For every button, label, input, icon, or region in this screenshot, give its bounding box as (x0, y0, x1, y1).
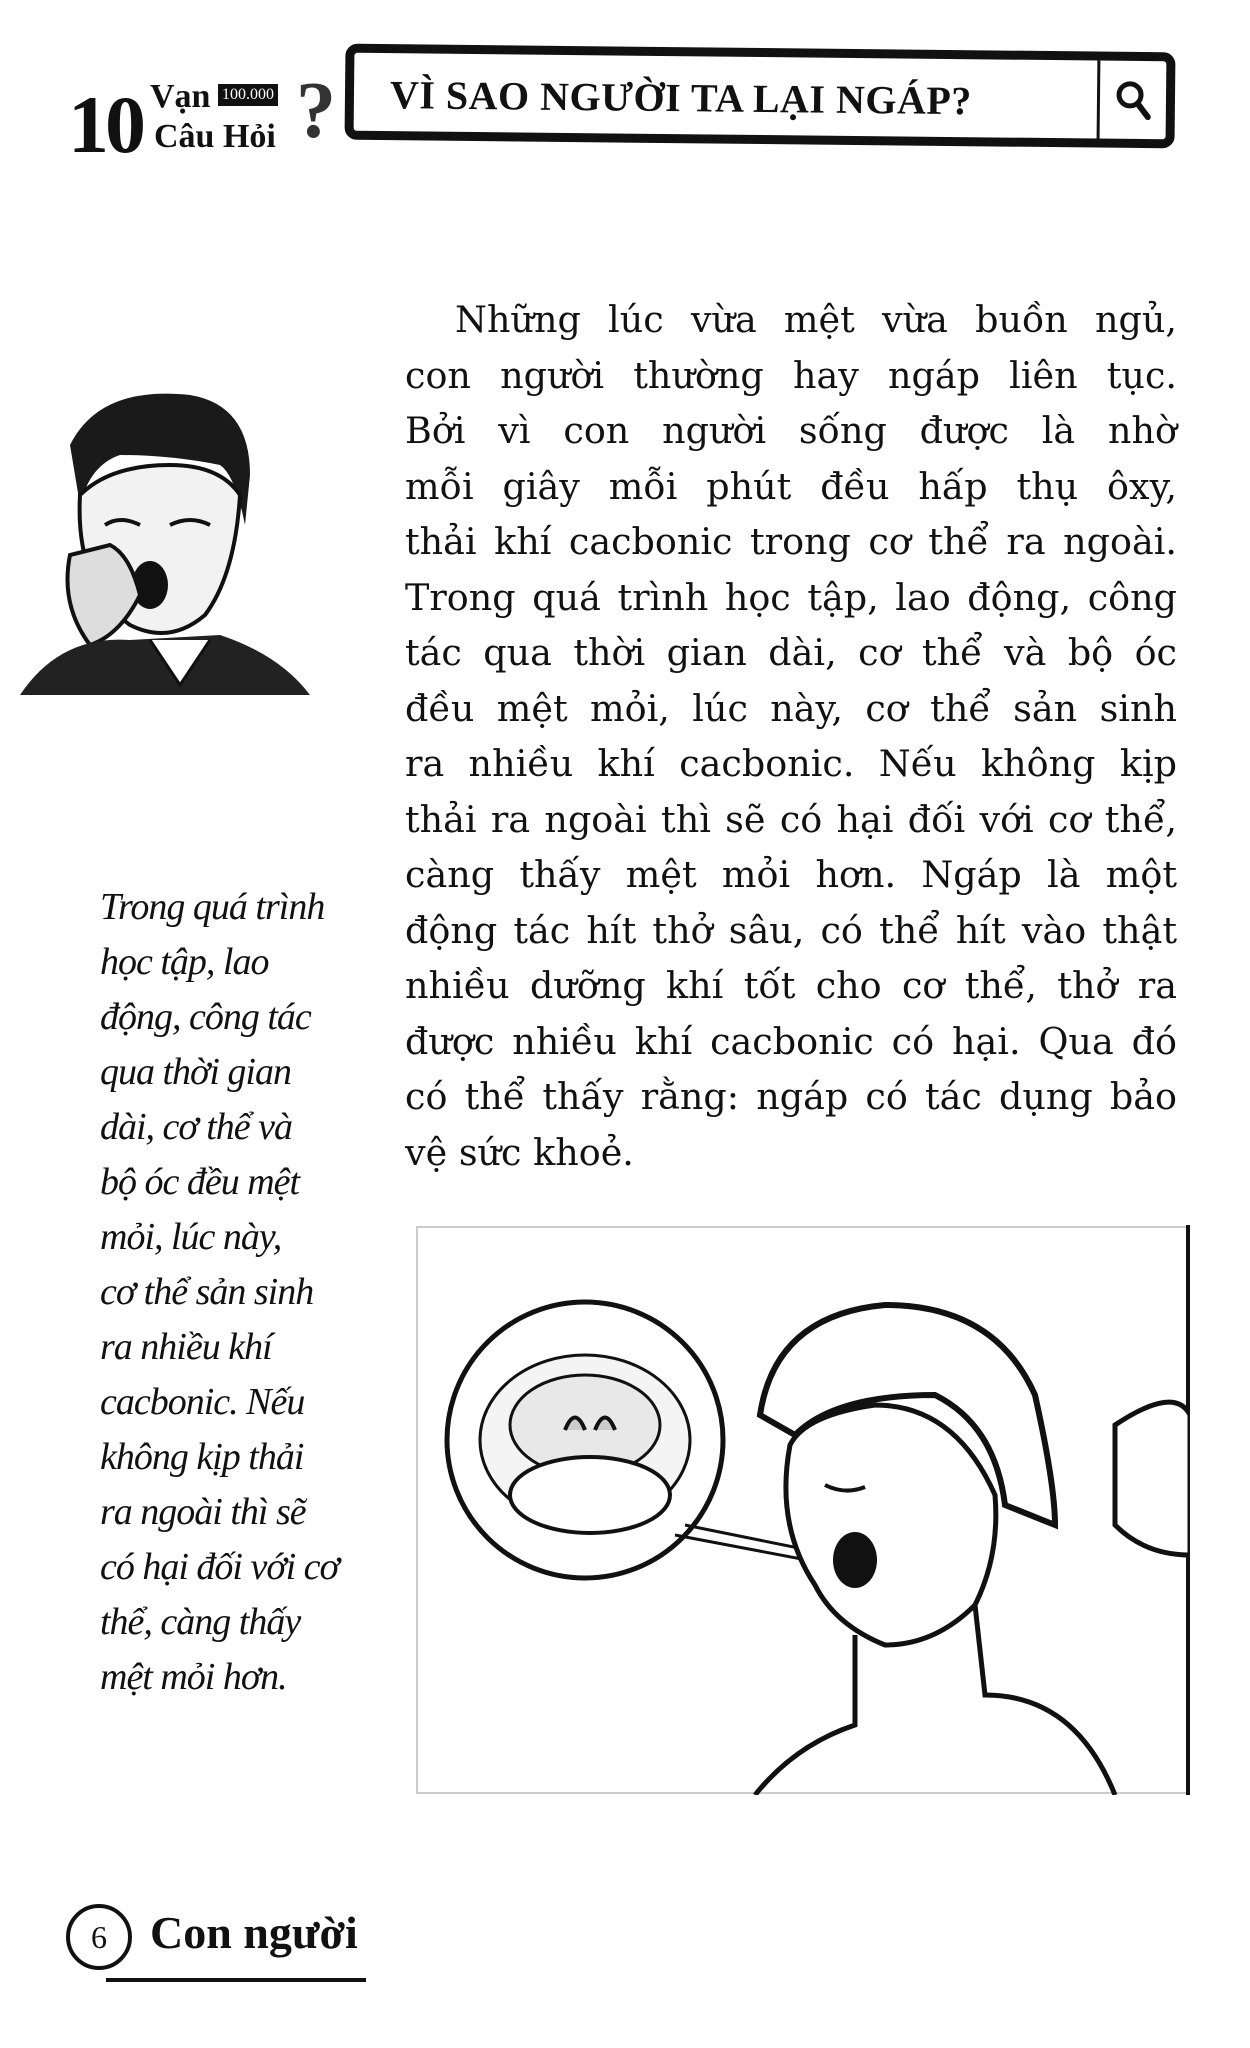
body-line: con người thường hay ngáp liên tục. (405, 353, 1177, 397)
logo-line1: Vạn (150, 78, 211, 115)
sidebar-line: bộ óc đều mệt (100, 1161, 300, 1203)
sidebar-quote (100, 880, 390, 1705)
body-line: được nhiều khí cacbonic có hại. Qua đó (405, 1019, 1177, 1063)
body-line: mỗi giây mỗi phút đều hấp thụ ôxy, (405, 464, 1177, 508)
body-line: đều mệt mỏi, lúc này, cơ thể sản sinh (405, 686, 1177, 730)
sidebar-line: có hại đối với cơ (100, 1546, 339, 1588)
sidebar-line: học tập, lao (100, 941, 269, 983)
sidebar-line: mỏi, lúc này, (100, 1216, 282, 1258)
sidebar-line: ra ngoài thì sẽ (100, 1491, 306, 1533)
series-logo (68, 66, 338, 170)
logo-question-mark: ? (296, 67, 336, 155)
sidebar-line: cơ thể sản sinh (100, 1271, 314, 1313)
section-title: Con người (150, 1907, 358, 1958)
sidebar-line: qua thời gian (100, 1051, 291, 1093)
sidebar-line: động, công tác (100, 996, 311, 1038)
search-icon (1115, 80, 1151, 120)
body-line: thải khí cacbonic trong cơ thể ra ngoài. (405, 520, 1177, 563)
sidebar-line: mệt mỏi hơn. (100, 1656, 287, 1698)
body-line: động tác hít thở sâu, có thể hít vào thật (405, 908, 1177, 952)
page-number: 6 (66, 1904, 132, 1970)
page-footer (66, 1900, 366, 1990)
title-search-bar (345, 44, 1176, 149)
body-line: Bởi vì con người sống được là nhờ (405, 409, 1177, 452)
yawning-man-illustration (20, 385, 330, 695)
body-line: nhiều dưỡng khí tốt cho cơ thể, thở ra (405, 964, 1177, 1007)
logo-badge: 100.000 (218, 84, 278, 106)
body-line: tác qua thời gian dài, cơ thể và bộ óc (405, 631, 1177, 674)
logo-number: 10 (68, 79, 142, 170)
sidebar-line: thể, càng thấy (100, 1601, 301, 1643)
body-line: thải ra ngoài thì sẽ có hại đối với cơ thể, (405, 797, 1177, 841)
search-button (1097, 61, 1167, 140)
sidebar-line: Trong quá trình (100, 886, 325, 928)
sidebar-line: ra nhiều khí (100, 1326, 272, 1368)
body-line: Trong quá trình học tập, lao động, công (405, 575, 1177, 619)
sidebar-line: cacbonic. Nếu (100, 1381, 305, 1423)
sidebar-line: dài, cơ thể và (100, 1106, 292, 1148)
body-line: vệ sức khoẻ. (405, 1130, 634, 1174)
page-title: VÌ SAO NGƯỜI TA LẠI NGÁP? (389, 72, 973, 124)
article-body (405, 292, 1177, 1180)
footer-rule (106, 1978, 366, 1982)
logo-line2: Câu Hỏi (154, 118, 276, 155)
yawning-person-illustration (415, 1225, 1190, 1795)
body-line: ra nhiều khí cacbonic. Nếu không kịp (405, 742, 1177, 785)
body-line: Những lúc vừa mệt vừa buồn ngủ, (455, 298, 1177, 341)
sidebar-line: không kịp thải (100, 1436, 304, 1478)
body-line: càng thấy mệt mỏi hơn. Ngáp là một (405, 853, 1177, 896)
body-line: có thể thấy rằng: ngáp có tác dụng bảo (405, 1075, 1177, 1118)
